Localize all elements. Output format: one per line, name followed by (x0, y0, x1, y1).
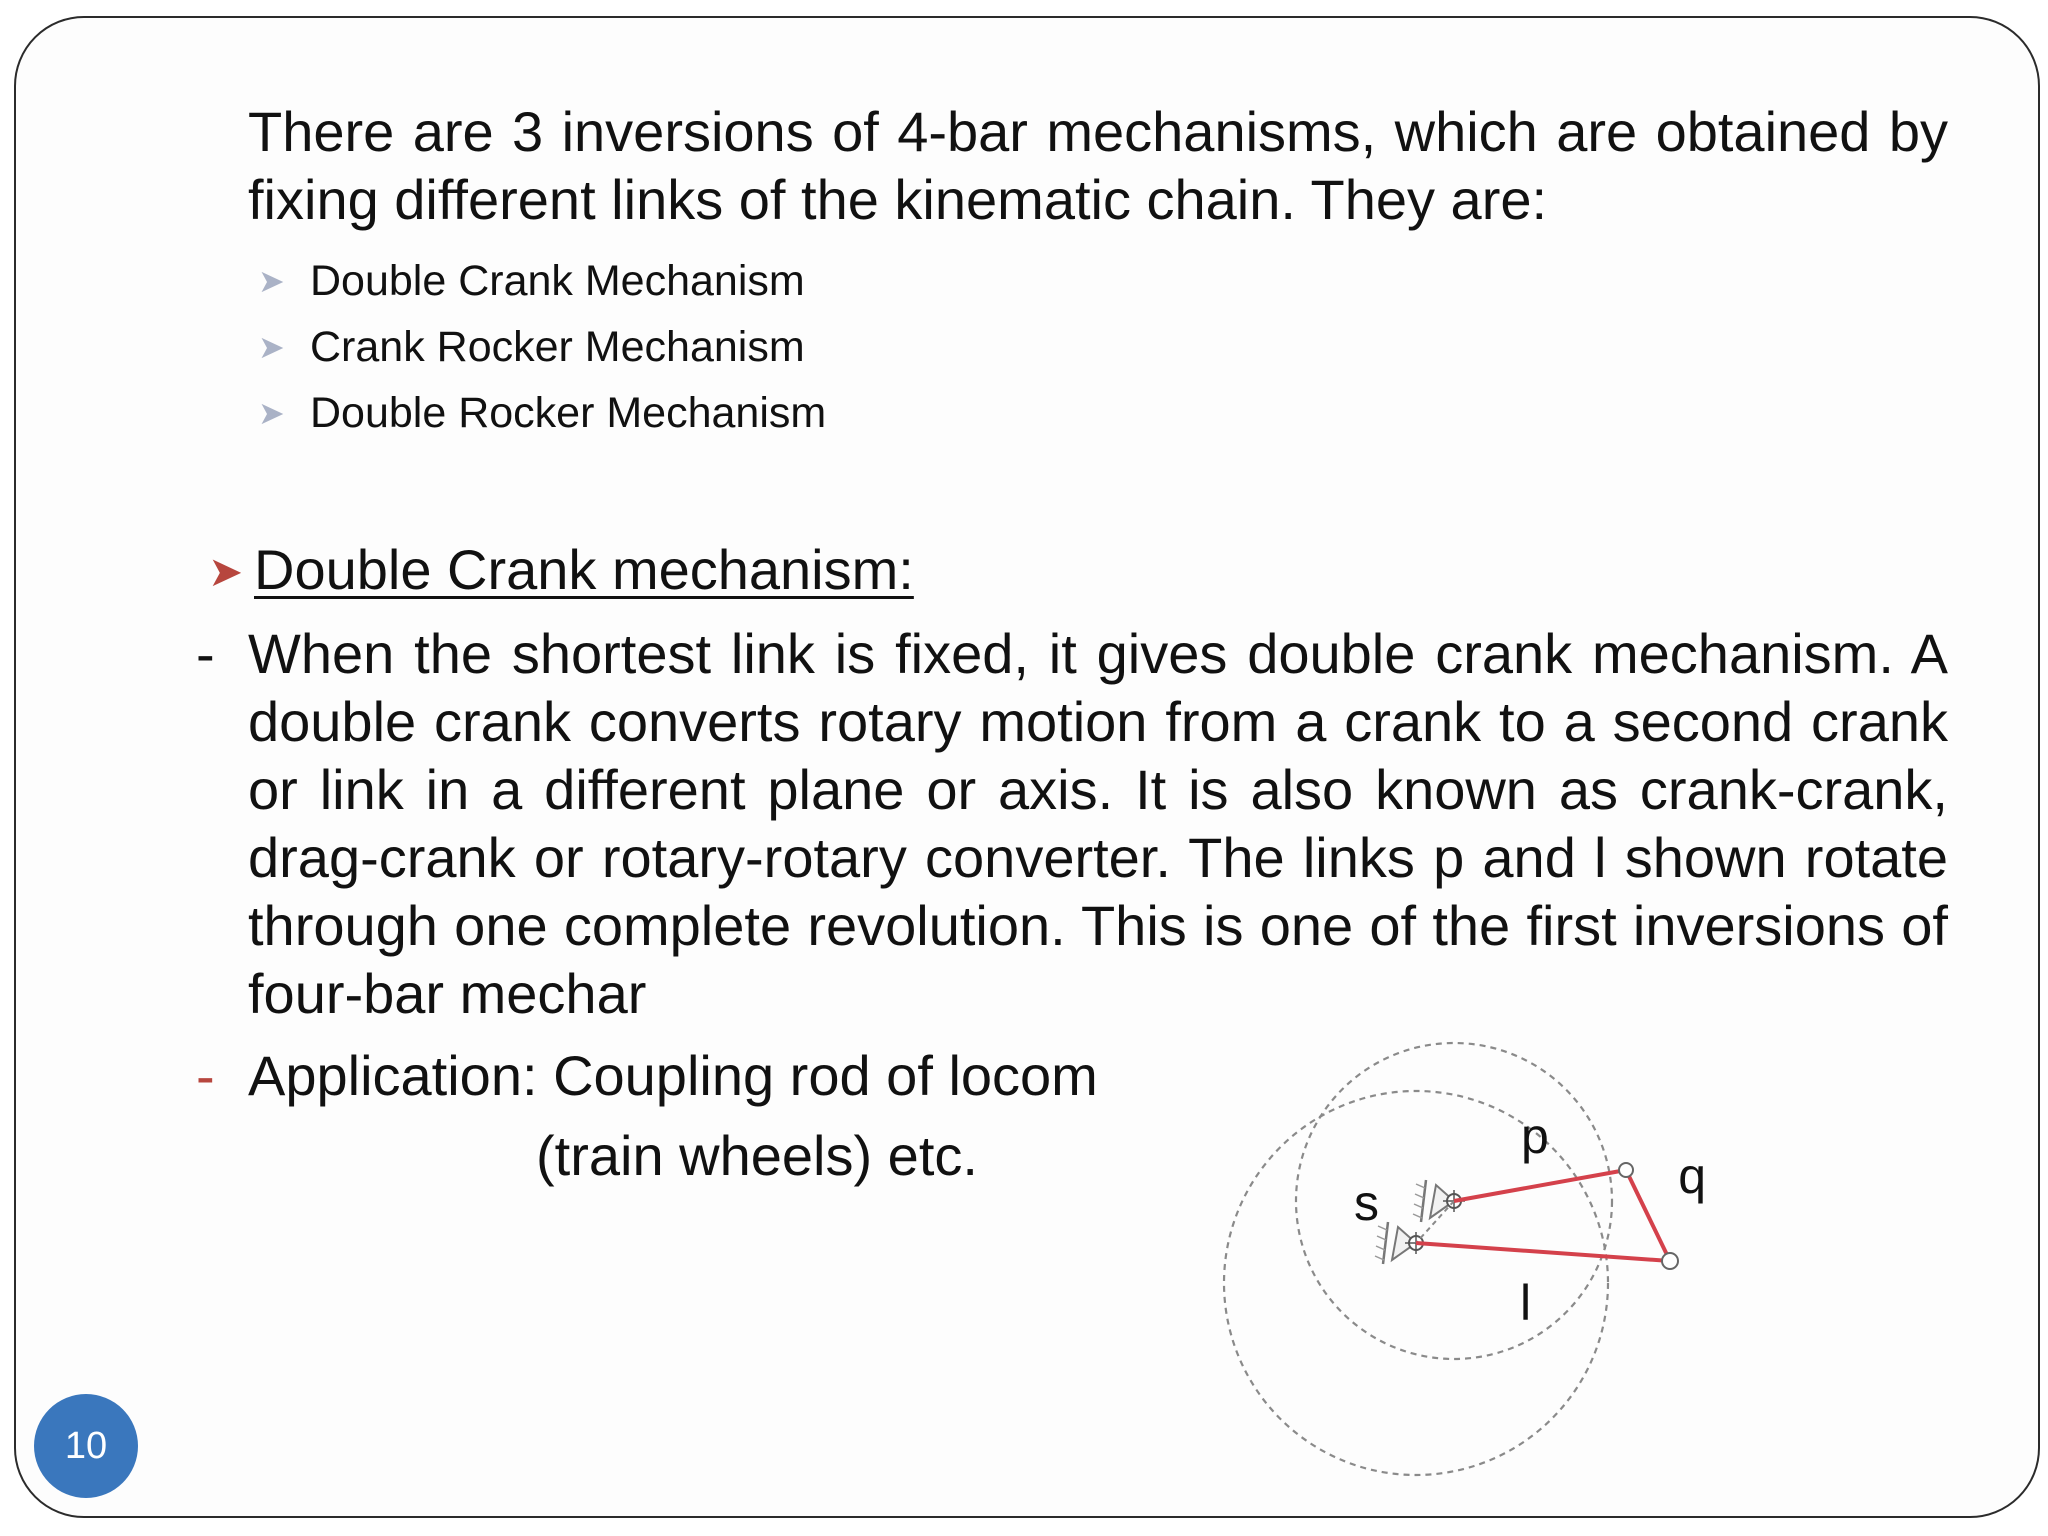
label-l: l (1520, 1275, 1532, 1331)
section-heading (208, 536, 914, 606)
arrow-bullet-icon: ➤ (208, 548, 244, 595)
label-q: q (1678, 1148, 1706, 1204)
section-heading-title: Double Crank mechanism: (254, 538, 914, 601)
list-item-label: Double Crank Mechanism (310, 257, 805, 305)
list-item (258, 314, 826, 380)
joint-pq (1619, 1163, 1633, 1177)
joint-ql (1662, 1253, 1678, 1269)
list-item-label: Crank Rocker Mechanism (310, 323, 805, 371)
dash-bullet-icon: - (196, 622, 215, 685)
inversions-list (258, 248, 826, 446)
application-text: Application: Coupling rod of locom (248, 1044, 1098, 1107)
arrow-bullet-icon: ➤ (258, 263, 285, 299)
slide (14, 16, 2040, 1518)
description-paragraph: When the shortest link is fixed, it gives double crank mechanism. A double crank converts rotary motion from a crank to a second crank or link in a different plane or axis. It is also known as crank-crank, drag-crank or rotary-rotary converter. The links p and l shown rotate through one complete revolution. This is one of the first inversions of four-bar mechar (248, 622, 1948, 1025)
link-q (1626, 1170, 1670, 1261)
arrow-bullet-icon: ➤ (258, 329, 285, 365)
link-l (1416, 1243, 1670, 1261)
list-item (258, 248, 826, 314)
intro-paragraph: There are 3 inversions of 4-bar mechanisms, which are obtained by fixing different links of the kinematic chain. They are: (248, 100, 1948, 231)
arrow-bullet-icon: ➤ (258, 395, 285, 431)
link-p (1454, 1170, 1626, 1201)
list-item (258, 380, 826, 446)
path-circle-large (1224, 1091, 1608, 1475)
label-p: p (1521, 1108, 1549, 1164)
list-item-label: Double Rocker Mechanism (310, 389, 827, 437)
dash-bullet-icon: - (196, 1044, 215, 1107)
label-s: s (1354, 1175, 1379, 1231)
application-continued-text: (train wheels) etc. (536, 1124, 978, 1187)
double-crank-diagram (1100, 958, 1720, 1498)
page-number-badge: 10 (34, 1394, 138, 1498)
